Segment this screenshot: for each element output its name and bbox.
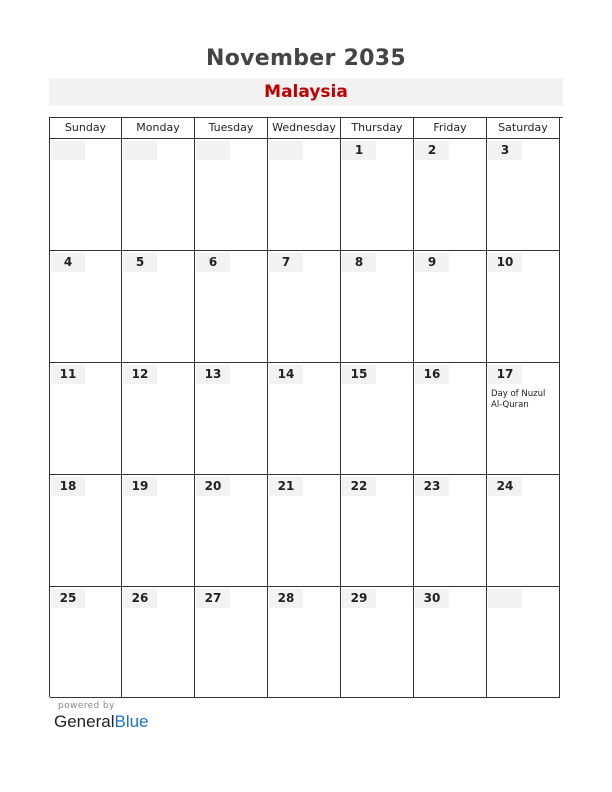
day-number: 26 xyxy=(123,589,157,608)
powered-by-label: powered by xyxy=(58,701,115,711)
day-cell xyxy=(122,251,195,363)
day-cell xyxy=(50,251,122,363)
day-cell xyxy=(487,363,560,475)
day-cell xyxy=(195,475,268,587)
day-number: 25 xyxy=(51,589,85,608)
weekday-header: Sunday xyxy=(50,118,122,139)
empty-day-badge xyxy=(123,141,157,160)
day-number: 17 xyxy=(488,365,522,384)
day-cell xyxy=(487,251,560,363)
day-number: 16 xyxy=(415,365,449,384)
day-cell xyxy=(414,475,487,587)
day-cell xyxy=(268,251,341,363)
day-number: 3 xyxy=(488,141,522,160)
day-cell xyxy=(122,363,195,475)
day-number: 14 xyxy=(269,365,303,384)
day-cell xyxy=(122,587,195,698)
day-number: 20 xyxy=(196,477,230,496)
day-number: 6 xyxy=(196,253,230,272)
country-banner xyxy=(49,78,563,106)
day-number: 15 xyxy=(342,365,376,384)
day-number: 7 xyxy=(269,253,303,272)
empty-day-badge xyxy=(196,141,230,160)
day-cell xyxy=(414,251,487,363)
day-number: 4 xyxy=(51,253,85,272)
day-number: 18 xyxy=(51,477,85,496)
day-number: 23 xyxy=(415,477,449,496)
day-number: 10 xyxy=(488,253,522,272)
holiday-label: Day of Nuzul Al-Quran xyxy=(491,389,546,410)
day-cell xyxy=(50,363,122,475)
day-cell xyxy=(195,587,268,698)
day-cell xyxy=(268,139,341,251)
day-cell xyxy=(268,363,341,475)
day-cell xyxy=(341,587,414,698)
day-cell xyxy=(50,475,122,587)
day-number: 9 xyxy=(415,253,449,272)
day-cell xyxy=(341,139,414,251)
day-number: 13 xyxy=(196,365,230,384)
brand-blue-text: Blue xyxy=(114,712,149,731)
calendar-title: November 2035 xyxy=(205,46,407,71)
weekday-header: Wednesday xyxy=(268,118,341,139)
day-number: 19 xyxy=(123,477,157,496)
weekday-header: Thursday xyxy=(341,118,414,139)
weekday-header: Monday xyxy=(122,118,195,139)
day-number: 21 xyxy=(269,477,303,496)
day-number: 22 xyxy=(342,477,376,496)
day-cell xyxy=(268,587,341,698)
day-number: 12 xyxy=(123,365,157,384)
empty-day-badge xyxy=(51,141,85,160)
day-cell xyxy=(195,139,268,251)
day-cell xyxy=(50,587,122,698)
generalblue-logo[interactable] xyxy=(54,712,149,732)
day-number: 2 xyxy=(415,141,449,160)
weekday-header: Saturday xyxy=(487,118,560,139)
day-cell xyxy=(195,363,268,475)
day-cell xyxy=(341,251,414,363)
weekday-header: Tuesday xyxy=(195,118,268,139)
brand-general-text: General xyxy=(54,712,115,731)
weekday-header: Friday xyxy=(414,118,487,139)
day-cell xyxy=(487,475,560,587)
day-number: 8 xyxy=(342,253,376,272)
day-cell xyxy=(487,139,560,251)
empty-day-badge xyxy=(269,141,303,160)
day-cell xyxy=(487,587,560,698)
day-cell xyxy=(414,363,487,475)
day-number: 24 xyxy=(488,477,522,496)
day-number: 30 xyxy=(415,589,449,608)
day-number: 1 xyxy=(342,141,376,160)
day-cell xyxy=(414,139,487,251)
day-number: 11 xyxy=(51,365,85,384)
empty-day-badge xyxy=(488,589,522,608)
day-number: 28 xyxy=(269,589,303,608)
day-cell xyxy=(50,139,122,251)
day-cell xyxy=(414,587,487,698)
day-cell xyxy=(268,475,341,587)
day-cell xyxy=(341,363,414,475)
day-cell xyxy=(195,251,268,363)
calendar-grid xyxy=(49,117,563,697)
day-cell xyxy=(122,475,195,587)
country-name: Malaysia xyxy=(264,82,348,102)
day-cell xyxy=(341,475,414,587)
day-number: 27 xyxy=(196,589,230,608)
day-number: 29 xyxy=(342,589,376,608)
day-number: 5 xyxy=(123,253,157,272)
day-cell xyxy=(122,139,195,251)
